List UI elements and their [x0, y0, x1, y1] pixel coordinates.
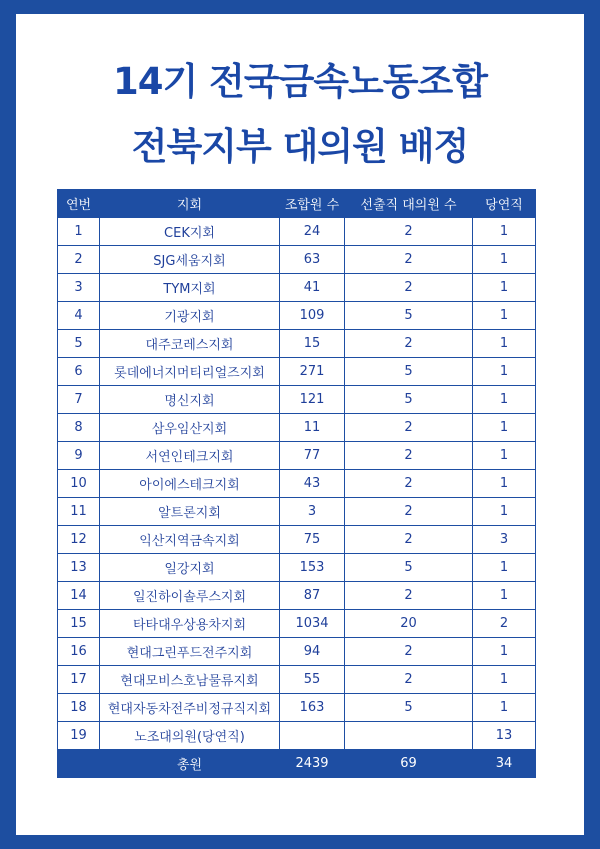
row-number: 10 [58, 470, 100, 498]
member-count: 109 [280, 302, 345, 330]
header-ex-officio: 당연직 [473, 190, 536, 218]
row-number: 17 [58, 666, 100, 694]
branch-name: 명신지회 [100, 386, 280, 414]
ex-officio-count: 1 [473, 554, 536, 582]
header-branch: 지회 [100, 190, 280, 218]
table-row [58, 330, 536, 358]
row-number: 11 [58, 498, 100, 526]
ex-officio-count: 1 [473, 470, 536, 498]
branch-name: 현대자동차전주비정규직지회 [100, 694, 280, 722]
elected-delegate-count [345, 722, 473, 750]
elected-delegate-count: 2 [345, 526, 473, 554]
elected-delegate-count: 2 [345, 442, 473, 470]
elected-delegate-count: 2 [345, 246, 473, 274]
row-number: 8 [58, 414, 100, 442]
branch-name: 현대모비스호남물류지회 [100, 666, 280, 694]
ex-officio-count: 1 [473, 582, 536, 610]
row-number: 2 [58, 246, 100, 274]
ex-officio-count: 1 [473, 442, 536, 470]
branch-name: 일강지회 [100, 554, 280, 582]
branch-name: 서연인테크지회 [100, 442, 280, 470]
total-ex-officio: 34 [473, 750, 536, 778]
branch-name: 롯데에너지머티리얼즈지회 [100, 358, 280, 386]
row-number: 5 [58, 330, 100, 358]
header-number: 연번 [58, 190, 100, 218]
ex-officio-count: 1 [473, 694, 536, 722]
total-label: 총원 [100, 750, 280, 778]
ex-officio-count: 1 [473, 246, 536, 274]
elected-delegate-count: 2 [345, 330, 473, 358]
member-count: 11 [280, 414, 345, 442]
ex-officio-count: 1 [473, 498, 536, 526]
member-count: 43 [280, 470, 345, 498]
header-elected-delegates: 선출직 대의원 수 [345, 190, 473, 218]
branch-name: 익산지역금속지회 [100, 526, 280, 554]
table-row [58, 610, 536, 638]
row-number: 3 [58, 274, 100, 302]
ex-officio-count: 1 [473, 414, 536, 442]
member-count: 121 [280, 386, 345, 414]
table-row [58, 470, 536, 498]
row-number: 12 [58, 526, 100, 554]
member-count: 41 [280, 274, 345, 302]
table-row [58, 638, 536, 666]
member-count: 87 [280, 582, 345, 610]
row-number: 9 [58, 442, 100, 470]
elected-delegate-count: 2 [345, 666, 473, 694]
branch-name: 삼우임산지회 [100, 414, 280, 442]
branch-name: CEK지회 [100, 218, 280, 246]
table-row [58, 274, 536, 302]
header-members: 조합원 수 [280, 190, 345, 218]
total-delegates: 69 [345, 750, 473, 778]
ex-officio-count: 13 [473, 722, 536, 750]
ex-officio-count: 2 [473, 610, 536, 638]
total-number-cell [58, 750, 100, 778]
ex-officio-count: 1 [473, 386, 536, 414]
table-row [58, 722, 536, 750]
table-row [58, 442, 536, 470]
ex-officio-count: 1 [473, 358, 536, 386]
row-number: 15 [58, 610, 100, 638]
elected-delegate-count: 2 [345, 638, 473, 666]
branch-name: 노조대의원(당연직) [100, 722, 280, 750]
ex-officio-count: 1 [473, 218, 536, 246]
member-count: 1034 [280, 610, 345, 638]
member-count: 77 [280, 442, 345, 470]
branch-name: 아이에스테크지회 [100, 470, 280, 498]
table-row [58, 526, 536, 554]
ex-officio-count: 1 [473, 274, 536, 302]
member-count: 163 [280, 694, 345, 722]
elected-delegate-count: 2 [345, 274, 473, 302]
member-count: 3 [280, 498, 345, 526]
row-number: 6 [58, 358, 100, 386]
table-row [58, 302, 536, 330]
table-row [58, 498, 536, 526]
member-count: 63 [280, 246, 345, 274]
row-number: 13 [58, 554, 100, 582]
member-count: 55 [280, 666, 345, 694]
ex-officio-count: 3 [473, 526, 536, 554]
table-row [58, 218, 536, 246]
elected-delegate-count: 2 [345, 414, 473, 442]
delegate-allocation-table [57, 189, 536, 778]
elected-delegate-count: 2 [345, 470, 473, 498]
branch-name: 기광지회 [100, 302, 280, 330]
member-count: 153 [280, 554, 345, 582]
member-count: 271 [280, 358, 345, 386]
elected-delegate-count: 2 [345, 582, 473, 610]
elected-delegate-count: 20 [345, 610, 473, 638]
row-number: 16 [58, 638, 100, 666]
table-row [58, 694, 536, 722]
member-count [280, 722, 345, 750]
elected-delegate-count: 5 [345, 694, 473, 722]
title-line-1: 14기 전국금속노동조합 [112, 60, 488, 103]
table-row [58, 386, 536, 414]
ex-officio-count: 1 [473, 666, 536, 694]
table-row [58, 582, 536, 610]
table-row [58, 414, 536, 442]
branch-name: 일진하이솔루스지회 [100, 582, 280, 610]
elected-delegate-count: 5 [345, 554, 473, 582]
branch-name: 알트론지회 [100, 498, 280, 526]
table-row [58, 246, 536, 274]
ex-officio-count: 1 [473, 302, 536, 330]
title-line-2: 전북지부 대의원 배정 [131, 125, 469, 168]
total-row [58, 750, 536, 778]
branch-name: SJG세움지회 [100, 246, 280, 274]
row-number: 19 [58, 722, 100, 750]
elected-delegate-count: 5 [345, 386, 473, 414]
branch-name: 타타대우상용차지회 [100, 610, 280, 638]
ex-officio-count: 1 [473, 330, 536, 358]
branch-name: 대주코레스지회 [100, 330, 280, 358]
table-row [58, 554, 536, 582]
table-row [58, 358, 536, 386]
row-number: 7 [58, 386, 100, 414]
row-number: 4 [58, 302, 100, 330]
table-header-row [58, 190, 536, 218]
member-count: 24 [280, 218, 345, 246]
total-members: 2439 [280, 750, 345, 778]
row-number: 1 [58, 218, 100, 246]
ex-officio-count: 1 [473, 638, 536, 666]
elected-delegate-count: 5 [345, 302, 473, 330]
member-count: 94 [280, 638, 345, 666]
row-number: 14 [58, 582, 100, 610]
elected-delegate-count: 2 [345, 498, 473, 526]
row-number: 18 [58, 694, 100, 722]
branch-name: 현대그린푸드전주지회 [100, 638, 280, 666]
elected-delegate-count: 5 [345, 358, 473, 386]
elected-delegate-count: 2 [345, 218, 473, 246]
table-row [58, 666, 536, 694]
member-count: 15 [280, 330, 345, 358]
member-count: 75 [280, 526, 345, 554]
branch-name: TYM지회 [100, 274, 280, 302]
table-body [58, 218, 536, 750]
